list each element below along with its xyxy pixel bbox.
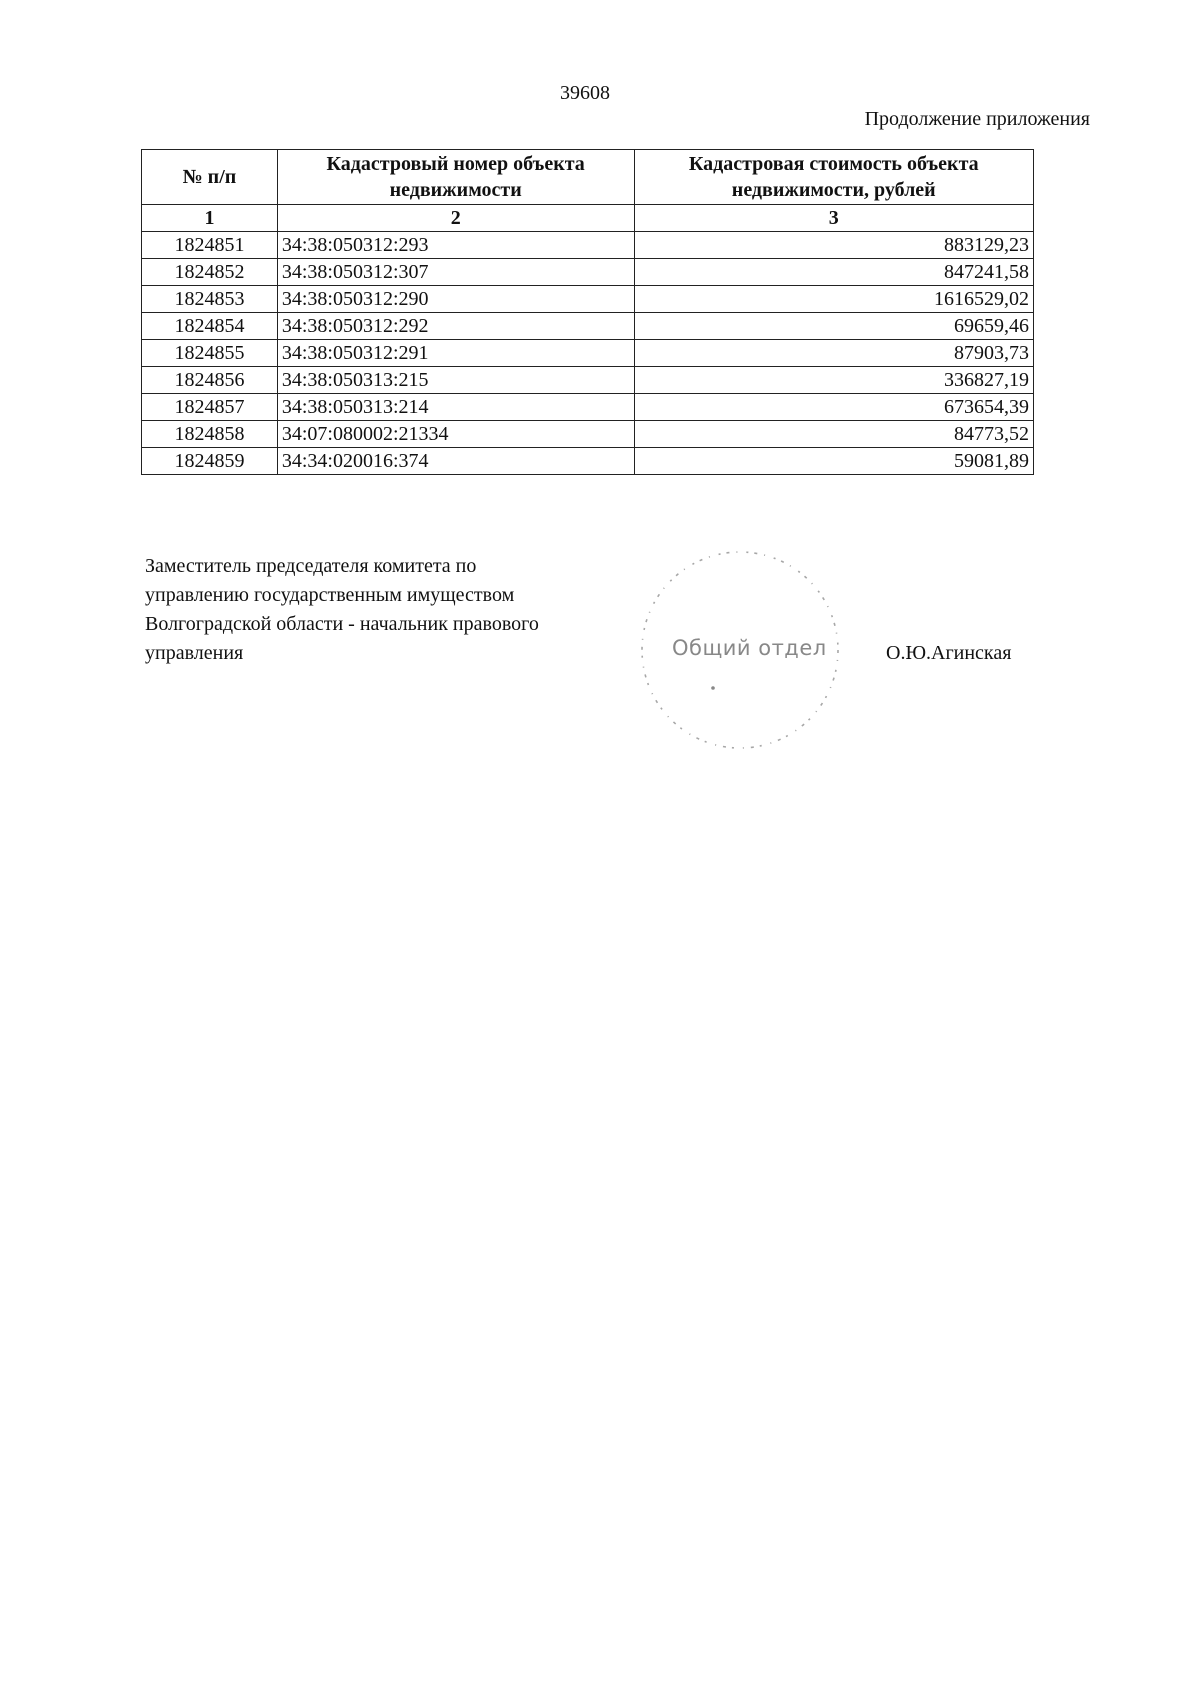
- cadastral-number: 34:07:080002:21334: [277, 421, 634, 448]
- appendix-continuation-note: Продолжение приложения: [864, 108, 1090, 130]
- table-row: [142, 286, 1034, 313]
- stamp-text: Общий отдел: [672, 636, 827, 660]
- row-number: 1824852: [142, 259, 278, 286]
- column-number-row: [142, 205, 1034, 232]
- cadastral-value: 1616529,02: [634, 286, 1034, 313]
- table-row: [142, 340, 1034, 367]
- signatory-position-line: Заместитель председателя комитета по: [145, 555, 477, 577]
- table-row: [142, 421, 1034, 448]
- header-cadastral-number: Кадастровый номер объекта недвижимости: [277, 150, 634, 205]
- header-cadastral-value: Кадастровая стоимость объекта недвижимости, рублей: [634, 150, 1034, 205]
- row-number: 1824857: [142, 394, 278, 421]
- cadastral-value: 673654,39: [634, 394, 1034, 421]
- table-header-row: [142, 150, 1034, 205]
- row-number: 1824854: [142, 313, 278, 340]
- cadastral-number: 34:38:050312:291: [277, 340, 634, 367]
- cadastral-number: 34:38:050313:214: [277, 394, 634, 421]
- cadastral-number: 34:38:050312:307: [277, 259, 634, 286]
- signatory-position-line: управления: [145, 642, 244, 664]
- signatory-position-line: управлению государственным имуществом: [145, 584, 515, 606]
- row-number: 1824859: [142, 448, 278, 475]
- cadastral-number: 34:34:020016:374: [277, 448, 634, 475]
- cadastral-number: 34:38:050312:290: [277, 286, 634, 313]
- table-row: [142, 259, 1034, 286]
- cadastral-number: 34:38:050312:292: [277, 313, 634, 340]
- table-row: [142, 394, 1034, 421]
- signer-name: О.Ю.Агинская: [886, 642, 1012, 664]
- header-row-number: № п/п: [142, 150, 278, 205]
- cadastral-value: 84773,52: [634, 421, 1034, 448]
- page-number: 39608: [560, 82, 610, 104]
- row-number: 1824856: [142, 367, 278, 394]
- signatory-position: [145, 552, 625, 668]
- table-row: [142, 313, 1034, 340]
- cadastral-number: 34:38:050313:215: [277, 367, 634, 394]
- row-number: 1824853: [142, 286, 278, 313]
- cadastral-number: 34:38:050312:293: [277, 232, 634, 259]
- cadastral-value: 336827,19: [634, 367, 1034, 394]
- table-row: [142, 232, 1034, 259]
- cadastral-value: 59081,89: [634, 448, 1034, 475]
- table-row: [142, 448, 1034, 475]
- signatory-position-line: Волгоградской области - начальник правового: [145, 613, 539, 635]
- column-number-3: 3: [634, 205, 1034, 232]
- row-number: 1824858: [142, 421, 278, 448]
- column-number-1: 1: [142, 205, 278, 232]
- cadastral-value: 69659,46: [634, 313, 1034, 340]
- row-number: 1824851: [142, 232, 278, 259]
- cadastral-value: 847241,58: [634, 259, 1034, 286]
- table-row: [142, 367, 1034, 394]
- cadastral-value-table: [141, 149, 1034, 475]
- cadastral-value: 883129,23: [634, 232, 1034, 259]
- column-number-2: 2: [277, 205, 634, 232]
- row-number: 1824855: [142, 340, 278, 367]
- cadastral-value: 87903,73: [634, 340, 1034, 367]
